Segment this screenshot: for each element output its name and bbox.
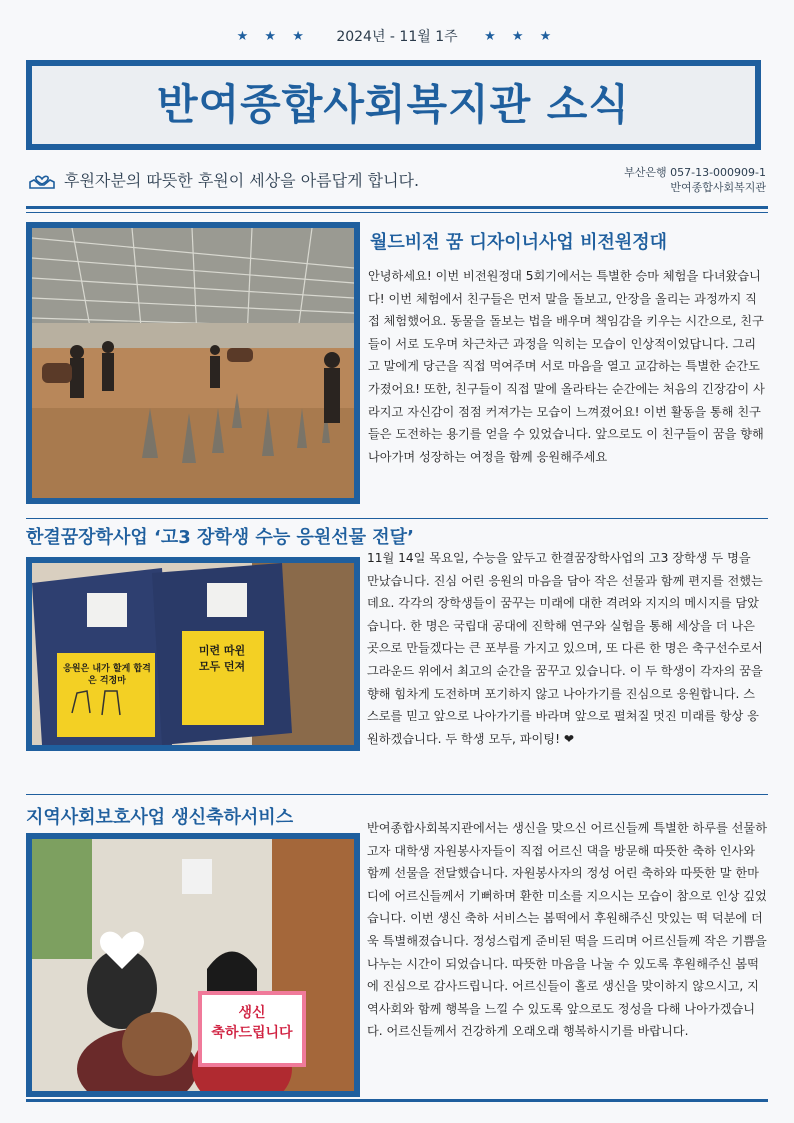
section2-body-text: 11월 14일 목요일, 수능을 앞두고 한결꿈장학사업의 고3 장학생 두 명을 만났습니다. 진심 어린 응원의 마음을 담아 작은 선물과 함께 편지를 전했는데요. 각각의 장학생들이 꿈꾸는 미래에 대한 격려와 지지의 메시지를 담았습니다. 한 명은 국립대 공대에 진학해 연구와 실험을 통해 세상을 더 나은 곳으로 만들겠다는 큰 포부를 가지고 있으며, 또 다른 한 명은 축구선수로서 그라운드 위에서 최고의 순간을 꿈꾸고 있습니다. 이 두 학생이 각자의 꿈을 향해 힘차게 도전하며 포기하지 않고 나아가기를 진심으로 응원합니다. 스스로를 믿고 앞으로 나아가기를 바라며 앞으로 펼쳐질 멋진 미래를 항상 응원하겠습니다. 두 학생 모두, 파이팅! ❤ xyxy=(367,551,763,746)
section1-title: 월드비전 꿈 디자이너사업 비전원정대 xyxy=(370,232,668,253)
riding-arena-photo xyxy=(32,228,354,498)
title-box xyxy=(26,60,761,150)
section3-body xyxy=(367,817,767,1043)
newsletter-title: 반여종합사회복지관 소식 xyxy=(157,80,630,129)
gift-bags-photo xyxy=(32,563,354,745)
birthday-visit-photo xyxy=(32,839,354,1091)
hands-heart-icon xyxy=(28,170,56,190)
gift-card-right-text: 미련 따윈 모두 던져 xyxy=(198,644,246,673)
section2-body xyxy=(367,547,765,750)
stars-left: ★ ★ ★ xyxy=(236,28,310,44)
tagline-text: 후원자분의 따뜻한 후원이 세상을 아름답게 합니다. xyxy=(64,171,420,190)
gift-card-left-text: 응원은 내가 할게 합격은 걱정마 xyxy=(63,664,151,686)
stars-right: ★ ★ ★ xyxy=(484,28,558,44)
section2-photo-frame xyxy=(26,557,360,751)
bank-account: 부산은행 057-13-000909-1 xyxy=(624,166,766,179)
header-divider xyxy=(26,206,768,209)
section3-title: 지역사회보호사업 생신축하서비스 xyxy=(26,807,294,828)
section2-title: 한결꿈장학사업 ‘고3 장학생 수능 응원선물 전달’ xyxy=(26,527,414,548)
issue-date: 2024년 - 11월 1주 xyxy=(336,29,458,45)
section1-body-text: 안녕하세요! 이번 비전원정대 5회기에서는 특별한 승마 체험을 다녀왔습니다! 이번 체험에서 친구들은 먼저 말을 돌보고, 안장을 올리는 과정까지 직접 체험했어요. 동물을 돌보는 법을 배우며 책임감을 키우는 시간으로, 친구들이 서로 도우며 차근차근 과정을 익히는 모습이 인상적이었답니다. 그리고 말에게 당근을 직접 먹여주며 서로 마음을 열고 교감하는 특별한 순간도 가졌어요! 또한, 친구들이 직접 말에 올라타는 순간에는 처음의 긴장감이 사라지고 자신감이 점점 커져가는 모습이 느껴졌어요! 이번 활동을 통해 친구들은 도전하는 용기를 얻을 수 있었습니다. 앞으로도 이 친구들이 꿈을 향해 나아가며 성장하는 여정을 함께 응원해주세요 xyxy=(368,269,765,464)
section3-body-text: 반여종합사회복지관에서는 생신을 맞으신 어르신들께 특별한 하루를 선물하고자 대학생 자원봉사자들이 직접 어르신 댁을 방문해 따뜻한 축하 인사와 함께 선물을 전달했습니다. 자원봉사자의 정성 어린 축하와 따뜻한 말 한마디에 어르신들께서 기뻐하며 환한 미소를 지으시는 모습이 참으로 인상 깊었습니다. 이번 생신 축하 서비스는 봄떡에서 후원해주신 맛있는 떡 덕분에 더욱 특별해졌습니다. 정성스럽게 준비된 떡을 드리며 어르신들께 작은 기쁨을 나누는 시간이 되었습니다. 따뜻한 마음을 나눌 수 있도록 후원해주신 봄떡에 진심으로 감사드립니다. 어르신들이 홀로 생신을 맞이하지 않으시고, 지역사회와 함께 행복을 느낄 수 있도록 앞으로도 정성을 다해 나아가겠습니다. 어르신들께서 건강하게 오래오래 행복하시기를 바랍니다. xyxy=(367,821,767,1039)
sign-line1: 생신 xyxy=(238,1005,266,1021)
header-divider-thin xyxy=(26,212,768,213)
section1-divider xyxy=(26,518,768,519)
birthday-sign xyxy=(198,991,306,1067)
footer-divider xyxy=(26,1099,768,1102)
sign-line2: 축하드립니다 xyxy=(211,1025,293,1041)
section1-photo-frame xyxy=(26,222,360,504)
bank-owner: 반여종합사회복지관 xyxy=(670,181,766,194)
section1-body xyxy=(368,265,765,468)
tagline xyxy=(28,168,419,191)
bank-info xyxy=(624,165,766,195)
section3-photo-frame xyxy=(26,833,360,1097)
date-row xyxy=(0,26,794,50)
section2-divider xyxy=(26,794,768,795)
